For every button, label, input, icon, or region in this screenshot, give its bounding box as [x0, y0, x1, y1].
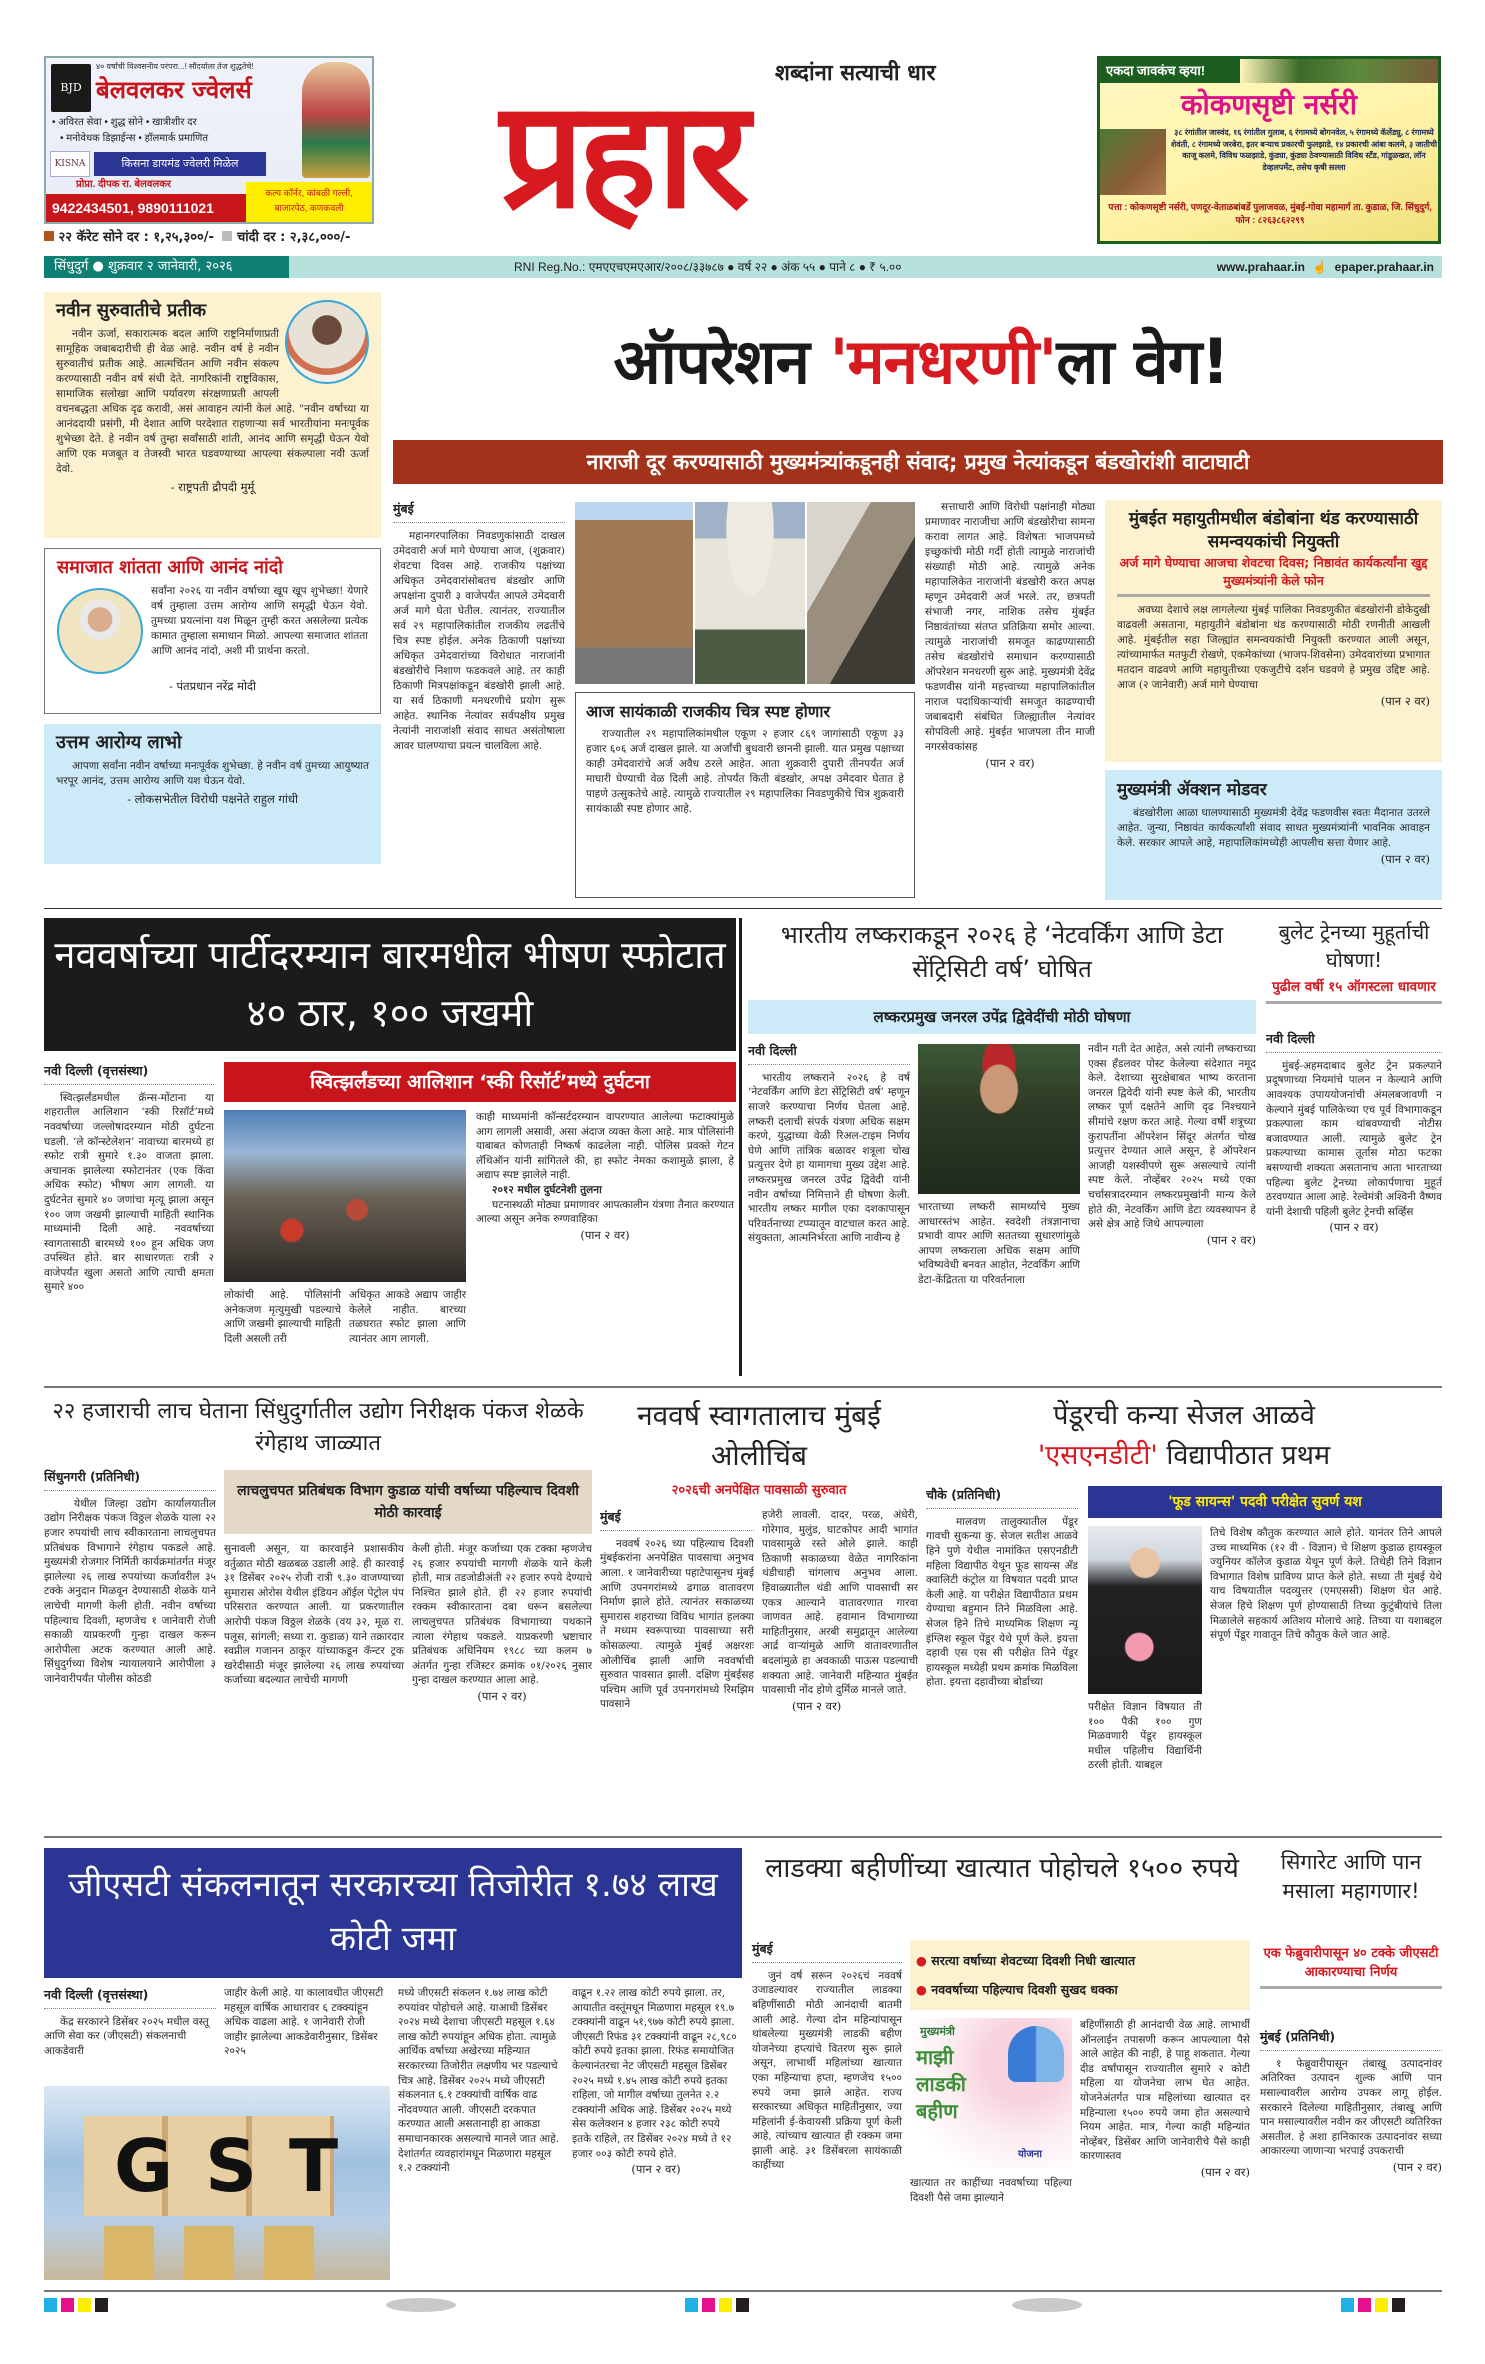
army-headline[interactable]: भारतीय लष्कराकडून २०२६ हे ‘नेटवर्किंग आणि डेटा सेंट्रिसिटी वर्ष’ घोषित [780, 921, 1224, 983]
army-chief-photo [918, 1044, 1080, 1194]
rain-subheadline: २०२६ची अनपेक्षित पावसाळी सुरुवात [671, 1483, 847, 1498]
lead-dateline: मुंबई [393, 500, 565, 523]
tobacco-subheadline: एक फेब्रुवारीपासून ४० टक्के जीएसटी आकारण्याचा निर्णय [1260, 1944, 1442, 1989]
tobacco-headline[interactable]: सिगारेट आणि पान मसाला महागणार! [1280, 1850, 1422, 1903]
silver-square-icon [222, 231, 232, 241]
gst-body-2: जाहीर केली आहे. या कालावधीत जीएसटी महसूल वार्षिक आधारावर ६ टक्क्यांहून अधिक वाढला आहे. १ जानेवारी रोजी जाहीर झालेल्या आकडेवारीनुसार, डिसेंबर २०२५ [224, 1987, 384, 2058]
nursery-photo-left [1100, 129, 1166, 195]
lead-continued[interactable]: (पान २ वर) [985, 756, 1035, 770]
column-rule [739, 918, 742, 1376]
pm-signature: - पंतप्रधान नरेंद्र मोदी [168, 678, 257, 693]
blast-column-1 [44, 1062, 214, 1376]
blast-subheadline: स्वित्झर्लंडच्या आलिशान ‘स्की रिसॉर्ट’मध्ये दुर्घटना [224, 1062, 736, 1102]
lop-message-box [44, 724, 381, 864]
coin-stacks [104, 2226, 324, 2280]
red-bullet-icon: ● [916, 1982, 927, 1997]
president-message-title: नवीन सुरुवातीचे प्रतीक [56, 300, 207, 321]
masthead-tagline: शब्दांना सत्याची धार [775, 61, 936, 86]
cyan-swatch [44, 2298, 57, 2312]
section-divider [44, 1386, 1442, 1388]
cmyk-marks-right [1341, 2298, 1409, 2317]
sejal-body-2: परीक्षेत विज्ञान विषयात ती १०० पैकी १०० गुण मिळवणारी पेंडूर हायस्कूल मधील पहिलीच विद्यार्थिनी ठरली होती. याबद्दल [1088, 1701, 1202, 1772]
nursery-details: ३८ रंगांतील जास्वंद, १६ रंगांतील गुलाब, ६ रंगामध्ये बोगनवेल, ५ रंगामध्ये कॅलेंड्यु, ८ रंगामध्ये शेवंती, ८ रंगामध्ये जरबेरा, इतर बऱ्याच प्रकारची फुलझाडे, १४ प्रकारची आंबा कलमे, ३ जातीची काजू कलमे, विविध फळझाडे, कुंड्या, कुंड्या ठेवण्यासाठी विविध स्टँड, गांडूळखत, लॉन डेव्हलपमेंट, तसेच कृषी सल्ला [1170, 128, 1438, 172]
bribe-headline[interactable]: २२ हजाराची लाच घेताना सिंधुदुर्गातील उद्योग निरीक्षक पंकज शेळके रंगेहाथ जाळ्यात [52, 1399, 584, 1456]
ladki-dateline: मुंबई [752, 1940, 902, 1963]
website-links [1217, 259, 1434, 276]
blast-dateline: नवी दिल्ली (वृत्तसंस्था) [44, 1062, 214, 1085]
pm-message-box [44, 548, 381, 714]
army-body-3: नवीन गती देत आहेत, असे त्यांनी लष्कराच्या एक्स हँडलवर पोस्ट केलेल्या संदेशात नमूद केले. देशाच्या सुरक्षेबाबत भाष्य करताना जनरल द्विवेदी यांनी स्पष्ट केले की, भारतीय लष्कर पूर्ण दक्षतेने आणि दृढ निश्चयाने सीमांचे रक्षण करत आहे. गेल्या वर्षी शत्रूच्या कुरापतींना ऑपरेशन सिंदूर अंतर्गत चोख प्रत्युत्तर देण्यात आले असून, हे ऑपरेशन आजही यशस्वीपणे सुरू असल्याचे त्यांनी स्पष्ट केले. नोव्हेंबर २०२५ मध्ये एका चर्चासत्रादरम्यान लष्करप्रमुखांनी मान्य केले होते की, नेटवर्किंग आणि डेटा व्यवस्थापन हे असे क्षेत्र आहे जिथे आपल्याला [1088, 1043, 1256, 1231]
lead-subheadline: नाराजी दूर करण्यासाठी मुख्यमंत्र्यांकडूनही संवाद; प्रमुख नेत्यांकडून बंडखोरांशी वाटाघाटी [393, 440, 1443, 484]
ladki-highlight-1: ● सरत्या वर्षाच्या शेवटच्या दिवशी निधी खात्यात [916, 1953, 1136, 1968]
lead-headline-highlight: 'मनधरणी' [829, 325, 1057, 398]
magenta-swatch [702, 2298, 715, 2312]
nmmc-building-photo [695, 502, 805, 684]
gst-body-1: केंद्र सरकारने डिसेंबर २०२५ मधील वस्तू आणि सेवा कर (जीएसटी) संकलनाची आकडेवारी [44, 2015, 209, 2057]
registration-info: RNI Reg.No.: एमएएचएमएआर/२००८/३३७८७ ● वर्ष २२ ● अंक ५५ ● पाने ८ ● ₹ ५.०० [514, 260, 902, 274]
section-divider [44, 1836, 1442, 1838]
lead-body-1: महानगरपालिका निवडणुकांसाठी दाखल उमेदवारी अर्ज मागे घेण्याचा आज, (शुक्रवार) शेवटचा दिवस आहे. राजकीय पक्षांच्या अधिकृत उमेदवारांसोबतच बंडखोर आणि अपक्षांना दुपारी ३ वाजेपर्यंत आपले उमेदवारी अर्ज मागे घेता घेतील. त्यानंतर, राज्यातील सर्व २९ महापालिकांतील राजकीय लढतींचे चित्र स्पष्ट होईल. अनेक ठिकाणी पक्षांच्या अधिकृत उमेदवारांच्या विरोधात नाराजांनी बंडखोरीचे निशाण फडकवले आहे. तर काही ठिकाणी मित्रपक्षांकडून बंडखोरी झाली आहे. या सर्व ठिकाणी मनधरणीचे प्रयोग सुरू आहेत. स्थानिक नेत्यांवर सर्वपक्षीय प्रमुख नेत्यांनी नाराजांशी संवाद साधत असंतोषाला आवर घालण्याचा प्रयत्न चालविला आहे. [393, 529, 565, 752]
lead-inset-body: राज्यातील २९ महापालिकांमधील एकूण २ हजार ८६९ जागांसाठी एकूण ३३ हजार ६०६ अर्ज दाखल झाले. या अर्जांची बुधवारी छाननी झाली. यात प्रमुख पक्षाच्या काही उमेदवारांचे अर्ज अवैध ठरले आहेत. आता शुक्रवारी दुपारी तीनपर्यंत अर्ज माघारी घेण्याची वेळ दिली आहे. तोपर्यंत किती बंडखोर, अपक्ष उमेदवार घेतात हे पाहणे उत्सुकतेचे आहे. त्यामुळे राज्यातील २९ महापालिका निवडणुकीचे चित्र शुक्रवारी सायंकाळी स्पष्ट होणार आहे. [586, 728, 904, 815]
gst-continued[interactable]: (पान २ वर) [631, 2162, 681, 2177]
coordinators-continued[interactable]: (पान २ वर) [1380, 694, 1430, 708]
ladki-bahin-logo [910, 2018, 1072, 2168]
bribe-dateline-col [44, 1468, 216, 1826]
bribe-subheadline: लाचलुचपत प्रतिबंधक विभाग कुडाळ यांची वर्षाच्या पहिल्याच दिवशी मोठी कारवाई [224, 1470, 592, 1534]
rain-dateline: मुंबई [600, 1508, 754, 1531]
ladki-column-3 [1080, 2018, 1250, 2180]
rain-body-2: हजेरी लावली. दादर, परळ, अंधेरी, गोरेगाव, मुलुंड, घाटकोपर आदी भागांत पावसामुळे रस्ते ओले झाले. काही ठिकाणी सकाळच्या वेळेत नागरिकांना थंडीचाही चांगलाच अनुभव आला. हिवाळ्यातील थंडी आणि पावसाची सर एकत्र आल्याने वातावरणात गारवा जाणवत आहे. हवामान विभागाच्या माहितीनुसार, अरबी समुद्रातून आलेल्या आर्द्र वाऱ्यांमुळे आणि वातावरणातील बदलांमुळे हा अवकाळी पाऊस पडल्याची शक्यता आहे. जानेवारी महिन्यात मुंबईत पावसाची नोंद होणे दुर्मिळ मानले जाते. [762, 1509, 918, 1697]
blast-body-1: स्वित्झर्लंडमधील क्रॅन्स-मोंटाना या शहरातील आलिशान ‘स्की रिसॉर्ट’मध्ये नववर्षाच्या जल्लोषादरम्यान मोठी दुर्घटना घडली. ‘ले कॉन्स्टेलेशन’ नावाच्या बारमध्ये हा स्फोट रात्री सुमारे १.३० वाजता झाला. अचानक झालेल्या स्फोटानंतर (एक किंवा अधिक स्फोट) भीषण आग लागली. या दुर्घटनेत सुमारे ४० जणांचा मृत्यू झाला असून १०० जण जखमी झाल्याची माहिती स्थानिक माध्यमांनी दिली आहे. नववर्षाच्या स्वागतासाठी बारमध्ये १०० हून अधिक जण उपस्थित होते. बार साधारणतः रात्री २ वाजेपर्यंत खुला असतो आणि त्याची क्षमता सुमारे ४०० [44, 1091, 214, 1294]
ad-features-1: • अविरत सेवा • शुद्ध सोने • खात्रीशीर दर [52, 117, 197, 128]
blast-body-4b: २०१२ मधील दुर्घटनेशी तुलना [492, 1183, 602, 1196]
bribe-body-2: सुनावली असून, या कारवाईने प्रशासकीय वर्तुळात मोठी खळबळ उडाली आहे. ही कारवाई ३१ डिसेंबर २०२५ रोजी रात्री ९.३० वाजण्याच्या सुमारास ओरोस येथील इंडियन ऑईल पेट्रोल पंप परिसरात करण्यात आली. या प्रकरणातील आरोपी पंकज विठ्ठल शेळके (वय ३२, मूळ रा. पलूस, सांगली; सध्या रा. कुडाळ) याने तक्रारदार स्वप्नील गजानन ठाकूर यांच्याकडून कॅन्टर ट्रक खरेदीसाठी मंजूर झालेल्या २६ लाख रुपयांच्या कर्जाच्या बदल्यात लाचेची मागणी [224, 1543, 404, 1687]
army-dateline: नवी दिल्ली [748, 1042, 910, 1065]
jewellers-ad[interactable] [44, 56, 374, 224]
rain-continued[interactable]: (पान २ वर) [792, 1698, 842, 1713]
black-swatch [1392, 2298, 1405, 2312]
sejal-headline[interactable]: पेंडूरची कन्या सेजल आळवे 'एसएनडीटी' विद्यापीठात प्रथम [926, 1396, 1442, 1476]
nursery-photo-top [1240, 59, 1438, 83]
army-body-1: भारतीय लष्कराने २०२६ हे वर्ष ‘नेटवर्किंग आणि डेटा सेंट्रिसिटी वर्ष’ म्हणून साजरे करण्याचा निर्णय घेतला आहे. लष्करी दलाची संपर्क यंत्रणा अधिक सक्षम करणे, युद्धाच्या वेळी रिअल-टाइम निर्णय घेणे आणि तांत्रिक बळावर शत्रूला चोख प्रत्युत्तर देणे हा यामागचा मुख्य उद्देश आहे. लष्करप्रमुख जनरल उपेंद्र द्विवेदी यांनी नवीन वर्षाच्या निमित्ताने ही घोषणा केली. भारतीय लष्कर मागील एका दशकापासून परिवर्तनाच्या टप्प्यातून वाटचाल करत आहे. संयुक्तता, आत्मनिर्भरता आणि नावीन्य हे [748, 1071, 910, 1245]
ladki-column-1 [752, 1940, 902, 2173]
ad-tagline: ४० वर्षांची विश्वसनीय परंपरा...! सौंदर्याला तेज शुद्धतेचे! [96, 62, 254, 71]
lead-body-3: सत्ताधारी आणि विरोधी पक्षांनाही मोठ्या प्रमाणावर नाराजीचा आणि बंडखोरीचा सामना करावा लागत आहे. विशेषतः भाजपमध्ये इच्छुकांची मोठी गर्दी होती त्यामुळे नाराजांची संख्याही मोठी आहे. त्यामुळे अनेक महापालिकेत नाराजांनी बंडखोरी करत अपक्ष म्हणून उमेदवारी अर्ज भरले. तर, छत्रपती संभाजी नगर, नाशिक तसेच मुंबईत निष्ठावंतांच्या संतप्त प्रतिक्रिया समोर आल्या. त्यामुळे नाराजांची समजूत काढण्यासाठी तसेच बंडखोरांचे समाधान करण्यासाठी ऑपरेशन मनधरणी सुरू आहे. मुख्यमंत्री देवेंद्र फडणवीस यांनी महत्त्वाच्या महापालिकांतील नाराज पदाधिकाऱ्यांची समजूत काढण्याची जबाबदारी संबंधित जिल्ह्यातील नेत्यांवर सोपविली आहे. मुंबईत भाजपला तीन माजी नगरसेवकांसह [925, 501, 1095, 753]
gst-dateline: नवी दिल्ली (वृत्तसंस्था) [44, 1986, 216, 2009]
website-link[interactable]: www.prahaar.in [1216, 260, 1305, 274]
gst-column-4 [572, 1986, 740, 2177]
bullet-continued[interactable]: (पान २ वर) [1329, 1220, 1379, 1235]
bribe-dateline: सिंधुनगरी (प्रतिनिधी) [44, 1468, 216, 1491]
magenta-swatch [1358, 2298, 1371, 2312]
lop-message-title: उत्तम आरोग्य लाभो [56, 732, 182, 753]
cm-action-body: बंडखोरीला आळा घालण्यासाठी मुख्यमंत्री देवेंद्र फडणवीस स्वतः मैदानात उतरले आहेत. जुन्या, निष्ठावंत कार्यकर्त्यांशी संवाद साधत मुख्यमंत्र्यांनी भावनिक आवाहन केले. सरकार आपले आहे, महापालिकांमध्येही आपलीच सत्ता येणार आहे. [1117, 807, 1430, 849]
metal-rates [44, 229, 350, 247]
footer-rule [44, 2290, 1442, 2292]
kisna-banner: किसना डायमंड ज्वेलरी मिळेल [94, 152, 266, 176]
blast-continued[interactable]: (पान २ वर) [580, 1227, 630, 1242]
sejal-headline-highlight: 'एसएनडीटी' [1037, 1440, 1158, 1471]
gold-rate: २२ कॅरेट सोने दर : १,२५,३००/- [58, 230, 214, 245]
pm-message-title: समाजात शांतता आणि आनंद नांदो [57, 557, 283, 578]
army-column-1 [748, 1042, 910, 1378]
sejal-graduation-photo [1088, 1526, 1202, 1694]
black-swatch [736, 2298, 749, 2312]
pm-message-body: सर्वांना २०२६ या नवीन वर्षाच्या खूप खूप शुभेच्छा! येणारे वर्ष तुम्हाला उत्तम आरोग्य आणि समृद्धी घेऊन येवो. तुमच्या प्रयत्नांना यश मिळून तुम्ही करत असलेल्या प्रत्येक कामात तुम्हाला समाधान मिळो. आपल्या समाजात शांतता आणि आनंद नांदो, अशी मी प्रार्थना करतो. [151, 584, 368, 657]
ski-resort-rescue-photo [224, 1110, 466, 1282]
section-divider [44, 908, 1442, 909]
gold-square-icon [44, 231, 54, 241]
cmyk-marks-center [685, 2298, 753, 2317]
gst-column-1 [44, 1986, 216, 2059]
registration-oval-left [386, 2298, 456, 2312]
president-photo [285, 300, 369, 384]
bullet-column [1266, 1030, 1442, 1378]
sejal-column-1 [926, 1486, 1078, 1826]
bullet-body: मुंबई-अहमदाबाद बुलेट ट्रेन प्रकल्पाने प्रदूषणाच्या नियमांचे पालन न केल्याने आणि आवश्यक उपाययोजनांची अंमलबजावणी न केल्याने मुंबई पालिकेच्या एच पूर्व विभागाकडून प्रकल्पाला काम थांबवण्याची नोटीस बजावण्यात आली. त्यामुळे बुलेट ट्रेन प्रकल्पाच्या कामास तूर्तास मोठा फटका बसण्याची शक्यता असतानाच आता भारताच्या पहिल्या बुलेट ट्रेनच्या लोकार्पणाचा मुहूर्त ठरवण्यात आला आहे. रेल्वेमंत्री अश्विनी वैष्णव यांनी देशाची पहिली बुलेट ट्रेनची सर्व्हिस [1266, 1059, 1442, 1218]
blast-body-4c: घटनास्थळी मोठ्या प्रमाणावर आपत्कालीन यंत्रणा तैनात करण्यात आल्या असून अनेक रुग्णवाहिका [476, 1198, 734, 1226]
silver-rate: चांदी दर : २,३८,०००/- [236, 230, 351, 245]
gst-headline[interactable]: जीएसटी संकलनातून सरकारच्या तिजोरीत १.७४ लाख कोटी जमा [44, 1848, 742, 1978]
lop-signature: - लोकसभेतील विरोधी पक्षनेते राहुल गांधी [127, 791, 298, 806]
ladki-logo-top: मुख्यमंत्री [920, 2025, 955, 2038]
ladki-body-1: जुनं वर्ष सरून २०२६चं नववर्ष उजाडल्यावर राज्यातील लाडक्या बहिणींसाठी मोठी आनंदाची बातमी आली आहे. गेल्या दोन महिन्यांपासून थांबलेल्या मुख्यमंत्री लाडकी बहीण योजनेच्या हप्त्यांचे वितरण सुरू झाले असून, लाभार्थी महिलांच्या खात्यात एका महिन्याचा हप्ता, म्हणजेच १५०० रुपये जमा झाले आहेत. राज्य सरकारच्या अधिकृत माहितीनुसार, ज्या महिलांनी ई-केवायसी प्रक्रिया पूर्ण केली आहे, त्यांच्याच खात्यात ही रक्कम जमा झाली आहे. ३१ डिसेंबरला सायंकाळी काहींच्या [752, 1969, 902, 2172]
lead-inset-box [575, 692, 915, 898]
president-message-box [44, 292, 381, 538]
bullet-headline[interactable]: बुलेट ट्रेनच्या मुहूर्ताची घोषणा! [1278, 920, 1430, 972]
sejal-dateline: चौके (प्रतिनिधी) [926, 1486, 1078, 1509]
coordinators-body: अवघ्या देशाचे लक्ष लागलेल्या मुंबई पालिका निवडणुकीत बंडखोरांनी डोकेदुखी वाढवली असताना, महायुतीने बंडोबांना थंड करण्यासाठी मोठी रणनीती आखली आहे. मुंबईतील सहा जिल्ह्यांत समन्वयकांची नियुक्ती करण्यात आली असून, त्यांच्यामार्फत मतफुटी रोखणे, एकमेकांच्या (भाजप-शिवसेना) उमेदवारांच्या प्रभागात मतदान वाढवणे आणि महायुतीच्या एकजुटीचे दर्शन घडवणे हे प्रमुख उद्दिष्ट आहे. आज (२ जानेवारी) अर्ज मागे घेण्याचा [1117, 604, 1430, 691]
bmc-building-photo [575, 502, 693, 684]
tobacco-continued[interactable]: (पान २ वर) [1392, 2159, 1442, 2174]
cm-action-continued[interactable]: (पान २ वर) [1380, 852, 1430, 866]
sejal-subheadline: 'फूड सायन्स' पदवी परीक्षेत सुवर्ण यश [1088, 1486, 1442, 1518]
ladki-logo-sub: योजना [1018, 2149, 1042, 2160]
ad-proprietor: प्रोप्रा. दीपक रा. बेलवलकर [76, 179, 171, 190]
cyan-swatch [685, 2298, 698, 2312]
cyan-swatch [1341, 2298, 1354, 2312]
edition-date: सिंधुदुर्ग ● शुक्रवार २ जानेवारी, २०२६ [44, 256, 289, 278]
model-photo [302, 62, 370, 178]
army-subheadline: लष्करप्रमुख जनरल उपेंद्र द्विवेदींची मोठी घोषणा [748, 1000, 1256, 1034]
women-illustration [1008, 2026, 1064, 2082]
ladki-body-2: खात्यात तर काहींच्या नववर्षाच्या पहिल्या दिवशी पैसे जमा झाल्याने [910, 2177, 1072, 2204]
coordinators-title: मुंबईत महायुतीमधील बंडोबांना थंड करण्यासाठी समन्वयकांची नियुक्ती [1128, 509, 1419, 552]
ladki-highlights [910, 1940, 1250, 2010]
blast-body-4a: काही माध्यमांनी कॉन्सर्टदरम्यान वापरण्यात आलेल्या फटाक्यांमुळे आग लागली असावी, असा अंदाज व्यक्त केला आहे. मात्र पोलिसांनी याबाबत कोणताही निष्कर्ष काढलेला नाही. पोलिस प्रवक्ते गेटन लॅथिऑन यांनी सांगितले की, हा स्फोट नेमका कशामुळे झाला, हे अद्याप स्पष्ट झालेले नाही. [476, 1111, 734, 1182]
gst-blocks [84, 2116, 371, 2216]
sejal-headline-line1: पेंडूरची कन्या सेजल आळवे [1053, 1400, 1315, 1431]
rain-body-1: नववर्ष २०२६ च्या पहिल्याच दिवशी मुंबईकरांना अनपेक्षित पावसाचा अनुभव आला. १ जानेवारीच्या पहाटेपासूनच मुंबई आणि उपनगरांमध्ये ढगाळ वातावरण निर्माण झाले होते. त्यानंतर सकाळच्या सुमारास शहराच्या विविध भागांत हलक्या ते मध्यम स्वरूपाच्या पावसाच्या सरी कोसळल्या. त्यामुळे मुंबई अक्षरशः ओलीचिंब झाली आणि नववर्षाची सुरुवात पावसात झाली. दक्षिण मुंबईसह पश्चिम आणि पूर्व उपनगरांमध्ये रिमझिम पावसाने [600, 1537, 754, 1711]
ad-phones: 9422434501, 9890111021 [46, 194, 246, 222]
cm-action-box [1105, 770, 1442, 900]
cm-action-title: मुख्यमंत्री ॲक्शन मोडवर [1117, 780, 1267, 800]
registration-oval-right [1012, 2298, 1082, 2312]
click-hand-icon: ☝ [1312, 260, 1328, 274]
lead-inset-title: आज सायंकाळी राजकीय चित्र स्पष्ट होणार [586, 702, 831, 721]
yellow-swatch [719, 2298, 732, 2312]
army-continued[interactable]: (पान २ वर) [1206, 1232, 1256, 1247]
magenta-swatch [61, 2298, 74, 2312]
civic-building-photo [807, 502, 915, 684]
ladki-logo-main: माझी लाडकी बहीण [916, 2045, 966, 2123]
jewellers-name: बेलवलकर ज्वेलर्स [96, 76, 252, 104]
coordinators-subtitle: अर्ज मागे घेण्याचा आजचा शेवटचा दिवस; निष्ठावंत कार्यकर्त्यांना खुद्द मुख्यमंत्र्यांनी केले फोन [1117, 554, 1430, 597]
tobacco-dateline: मुंबई (प्रतिनिधी) [1260, 2028, 1442, 2051]
gst-body-4: वाढून १.२२ लाख कोटी रुपये झाला. तर, आयातीत वस्तूंमधून मिळणारा महसूल १९.७ टक्क्यांनी वाढून ५१,९७७ कोटी रुपये झाला. जीएसटी रिफंड ३१ टक्क्यांनी वाढून २८,९८० कोटी रुपये इतका झाला. रिफंड समायोजित केल्यानंतरचा नेट जीएसटी महसूल डिसेंबर २०२५ मध्ये १.४५ लाख कोटी रुपये इतका राहिला, जो मागील वर्षाच्या तुलनेत २.२ टक्क्यांनी अधिक आहे. डिसेंबर २०२५ मध्ये सेस कलेक्शन ४ हजार २३८ कोटी रुपये इतके राहिले, तर डिसेंबर २०२४ मध्ये ते १२ हजार ००३ कोटी रुपये होते. [572, 1987, 737, 2160]
lead-headline[interactable]: ऑपरेशन 'मनधरणी'ला वेग! [613, 325, 1229, 398]
edition-info-bar [44, 256, 1442, 278]
red-bullet-icon: ● [916, 1953, 927, 1968]
gst-block-text: GST [84, 2116, 334, 2216]
coordinators-box [1105, 500, 1442, 762]
cmyk-marks-left [44, 2298, 112, 2317]
tobacco-body: १ फेब्रुवारीपासून तंबाखू उत्पादनांवर अतिरिक्त उत्पादन शुल्क आणि पान मसाल्यावरील आरोग्य उपकर लागू होईल. सरकारने दिलेल्या माहितीनुसार, तंबाखू आणि पान मसाल्यावरील नवीन कर जीएसटी व्यतिरिक्त असतील. हे अशा हानिकारक उत्पादनांवर सध्या आकारल्या जाणाऱ्या भरपाई उपकराची [1260, 2057, 1442, 2158]
blast-body-3: अधिकृत आकडे अद्याप जाहीर केलेले नाहीत. बारच्या तळघरात स्फोट झाला आणि त्यानंतर आग लागली. [349, 1289, 466, 1345]
lop-message-body: आपणा सर्वांना नवीन वर्षाच्या मनःपूर्वक शुभेच्छा. हे नवीन वर्ष तुमच्या आयुष्यात भरपूर आनंद, उत्तम आरोग्य आणि यश घेऊन येवो. [56, 759, 369, 787]
blast-body-2: लोकांची आहे. पोलिसांनी अनेकजण मृत्युमुखी पडल्याचे आणि जखमी झाल्याची माहिती दिली असली तरी [224, 1289, 341, 1345]
bribe-column-3 [412, 1542, 592, 1826]
president-message-body: नवीन ऊर्जा, सकारात्मक बदल आणि राष्ट्रनिर्माणाप्रती सामूहिक जबाबदारीची ही वेळ आहे. नवीन वर्ष हे नवीन सुरुवातीचं प्रतीक आहे. आत्मचिंतन आणि नवीन संकल्प करण्यासाठी नवीन वर्ष संधी देते. नागरिकांनी राष्ट्रविकास, सामाजिक सलोखा आणि पर्यावरण संरक्षणाप्रती आपली वचनबद्धता अधिक दृढ करावी, असं आवाहन त्यांनी केलं आहे. "नवीन वर्षाच्या या आनंददायी प्रसंगी, मी देशात आणि परदेशात राहणाऱ्या सर्व भारतीयांना मनःपूर्वक शुभेच्छा देते. हे नवीन वर्ष तुम्हा सर्वांसाठी शांती, आनंद आणि समृद्धी घेऊन येवो आणि एक मजबूत व तेजस्वी भारत घडवण्याच्या आपल्या संकल्पाला नवी ऊर्जा देवो. [56, 327, 369, 475]
tobacco-column [1260, 2028, 1442, 2175]
bribe-body-1: येथील जिल्हा उद्योग कार्यालयातील उद्योग निरीक्षक पंकज विठ्ठल शेळके याला २२ हजार रुपयांची लाच स्वीकारताना लाचलुचपत प्रतिबंधक विभागाने रंगेहाथ पकडले आहे. मुख्यमंत्री रोजगार निर्मिती कार्यक्रमांतर्गत मंजूर झालेल्या २६ लाख रुपयांच्या कर्जावरील ३५ टक्के अनुदान मिळवून देण्यासाठी शेळके याने लाचेची मागणी केली होती. नवीन वर्षाच्या पहिल्याच दिवशी, म्हणजेच १ जानेवारी रोजी सकाळी याप्रकरणी गुन्हा दाखल करून आरोपीला अटक करण्यात आली आहे. सिंधुदुर्गच्या विशेष न्यायालयाने आरोपीला ३ जानेवारीपर्यंत पोलीस कोठडी [44, 1497, 216, 1685]
yellow-swatch [78, 2298, 91, 2312]
rain-headline[interactable]: नववर्ष स्वागतालाच मुंबई ओलीचिंब [637, 1399, 881, 1472]
bullet-subheadline: पुढील वर्षी १५ ऑगस्टला धावणार [1266, 978, 1442, 1004]
lead-column-3 [925, 500, 1095, 898]
ad-features-2: • मनोवेधक डिझाईन्स • हॉलमार्क प्रमाणित [60, 133, 209, 144]
president-signature: - राष्ट्रपती द्रौपदी मुर्मू [170, 479, 255, 494]
bribe-continued[interactable]: (पान २ वर) [477, 1688, 527, 1703]
ladki-continued[interactable]: (पान २ वर) [1200, 2164, 1250, 2179]
lead-photo-collage [575, 502, 915, 684]
yellow-swatch [1375, 2298, 1388, 2312]
kisna-logo: KISNA [50, 151, 90, 177]
bribe-body-3: केली होती. मंजूर कर्जाच्या एक टक्का म्हणजेच २६ हजार रुपयांची मागणी शेळके याने केली होती, मात्र तडजोडीअंती २२ हजार रुपये देण्याचे निश्चित झाले होते. ही २२ हजार रुपयांची रक्कम स्वीकारताना दबा धरून बसलेल्या लाचलुचपत प्रतिबंधक विभागाच्या पथकाने त्याला रंगेहाथ पकडले. याप्रकरणी भ्रष्टाचार प्रतिबंधक अधिनियम १९८८ च्या कलम ७ अंतर्गत गुन्हा रजिस्टर क्रमांक ०१/२०२६ नुसार गुन्हा दाखल करण्यात आला आहे. [412, 1543, 592, 1687]
bullet-dateline: नवी दिल्ली [1266, 1030, 1442, 1053]
nursery-ad[interactable] [1097, 56, 1441, 244]
newspaper-logo[interactable]: प्रहार [500, 69, 744, 241]
blast-column-4 [476, 1110, 734, 1378]
epaper-link[interactable]: epaper.prahaar.in [1334, 260, 1434, 274]
ladki-body-3: बहिणींसाठी ही आनंदाची वेळ आहे. लाभार्थी ऑनलाईन तपासणी करून आपल्याला पैसे आले आहेत की नाही, हे पाहू शकतात. गेल्या दीड वर्षांपासून राज्यातील सुमारे २ कोटी महिला या योजनेचा लाभ घेत आहेत. योजनेअंतर्गत पात्र महिलांच्या खात्यात दर महिन्याला १५०० रुपये जमा होत असल्याचे नियम आहेत. मात्र, गेल्या काही महिन्यांत नोव्हेंबर, डिसेंबर आणि जानेवारीचे पैसे काही कारणास्तव [1080, 2019, 1250, 2163]
ladki-headline[interactable]: लाडक्या बहीणींच्या खात्यात पोहोचले १५०० रुपये [765, 1853, 1239, 1884]
nursery-tag: एकदा जावकंच व्हया! [1100, 59, 1240, 83]
army-body-2: भारताच्या लष्करी सामर्थ्याचे मुख्य आधारस्तंभ आहेत. स्वदेशी तंत्रज्ञानाचा प्रभावी वापर आणि सततच्या सुधारणांमुळे आपण लष्कराला अधिक सक्षम आणि भविष्यवेधी बनवत आहोत, नेटवर्किंग आणि डेटा-केंद्रितता या परिवर्तनाला [918, 1201, 1080, 1286]
black-swatch [95, 2298, 108, 2312]
army-column-3 [1088, 1042, 1256, 1378]
sejal-body-1: मालवण तालुक्यातील पेंडूर गावची सुकन्या कु. सेजल सतीश आळवे हिने पुणे येथील नामांकित एसएनडीटी महिला विद्यापीठ येथून फूड सायन्स अँड क्वालिटी कंट्रोल या विषयात पदवी प्राप्त केली आहे. या परीक्षेत विद्यापीठात प्रथम येण्याचा बहुमान तिने मिळविला आहे. सेजल हिने तिचे माध्यमिक शिक्षण न्यू इंग्लिश स्कूल पेंडूर येथे पूर्ण केले. इयत्ता दहावी एस एस सी परीक्षेत तिने पेंडूर हायस्कूल मध्येही प्रथम क्रमांक मिळविला होता. इयत्ता दहावीच्या बोर्डाच्या [926, 1515, 1078, 1689]
pm-photo [57, 588, 143, 674]
nursery-address: पत्ता : कोकणसृष्टी नर्सरी, पणदूर-वेताळबांबर्डे पुलाजवळ, मुंबई-गोवा महामार्ग ता. कुडाळ, जि. सिंधुदुर्ग, फोन : ८२६३८६२२९९ [1108, 202, 1432, 225]
blast-headline[interactable]: नववर्षाच्या पार्टीदरम्यान बारमधील भीषण स्फोटात ४० ठार, १०० जखमी [44, 918, 736, 1051]
sejal-body-3: तिचे विशेष कौतुक करण्यात आले होते. यानंतर तिने आपले उच्च माध्यमिक (१२ वी - विज्ञान) चे शिक्षण कुडाळ हायस्कूल ज्युनियर कॉलेज कुडाळ येथून पूर्ण केले. तिथेही तिने विज्ञान विभागात विशेष प्राविण्य प्राप्त केले होते. सध्या ती मुंबई येथे याच विषयातील पदव्युत्तर (एमएससी) शिक्षण घेत आहे. सेजल हिचे शिक्षण पूर्ण होण्यासाठी तिच्या कुटुंबीयांचे तिला मिळालेले सहकार्य अतिशय मोलाचे आहे. तिच्या या यशाबद्दल संपूर्ण पेंडूर गावातून तिचे कौतुक केले जात आहे. [1210, 1527, 1442, 1642]
nursery-name: कोकणसृष्टी नर्सरी [1181, 88, 1357, 121]
lead-column-1 [393, 500, 565, 898]
bjd-logo: BJD [51, 64, 91, 112]
gst-blocks-photo [44, 2086, 390, 2280]
rain-column-2 [762, 1508, 918, 1826]
ad-address: कल्प कॉर्नर, कांबळी गल्ली, बाजारपेठ, कणकवली [246, 182, 372, 222]
ladki-highlight-2: ● नववर्षाच्या पहिल्याच दिवशी सुखद धक्का [916, 1982, 1118, 1997]
rain-column-1 [600, 1508, 754, 1826]
gst-body-3: मध्ये जीएसटी संकलन १.७४ लाख कोटी रुपयांवर पोहोचले आहे. याआधी डिसेंबर २०२४ मध्ये देशाचा जीएसटी महसूल १.६४ लाख कोटी रुपयांहून अधिक होता. त्यामुळे आर्थिक वर्षाच्या अखेरच्या महिन्यात सरकारच्या तिजोरीत लक्षणीय भर पडल्याचे चित्र आहे. डिसेंबर २०२५ मध्ये जीएसटी संकलनात ६.१ टक्क्यांची वार्षिक वाढ नोंदवण्यात आली. जीएसटी दरकपात करण्यात आली असतानाही हा आकडा समाधानकारक असल्याचे मानले जात आहे. देशांतर्गत व्यवहारांमधून मिळणारा महसूल १.२ टक्क्यांनी [398, 1987, 560, 2175]
